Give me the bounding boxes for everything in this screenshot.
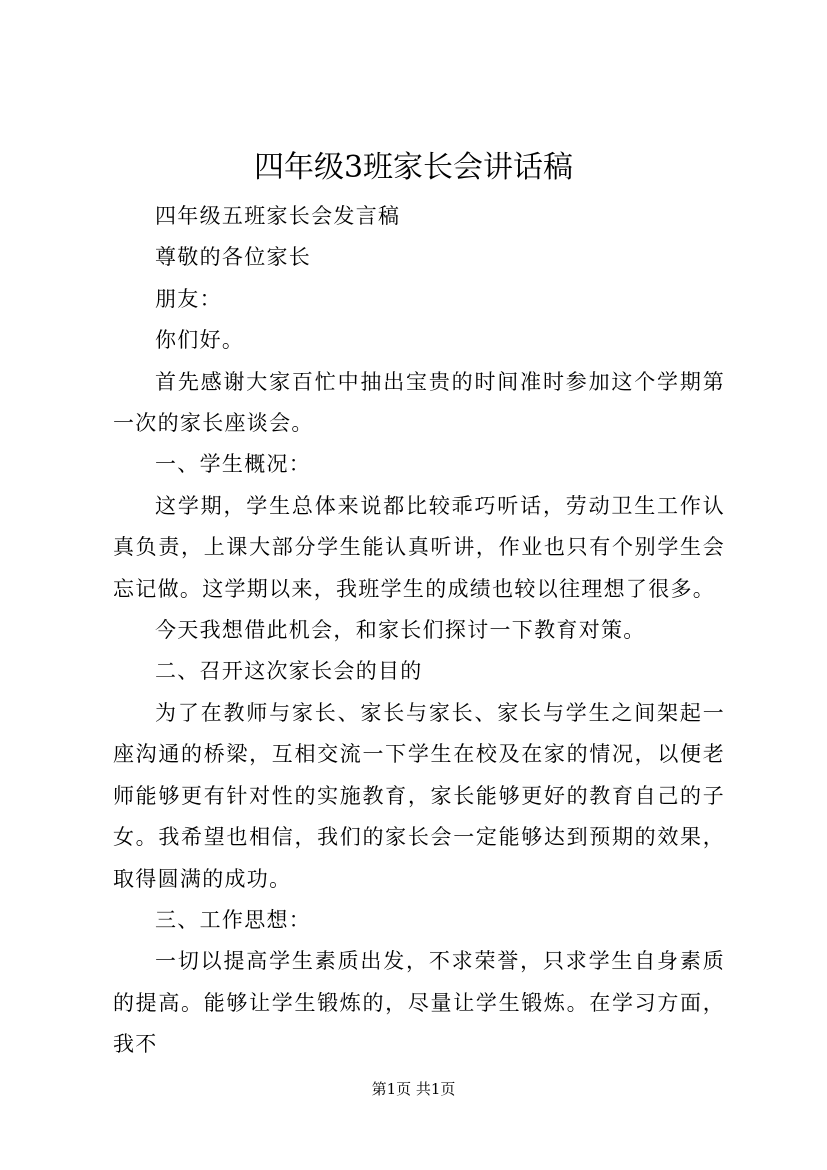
section-heading-overview: 一、学生概况： — [155, 452, 312, 477]
document-body — [113, 196, 725, 1066]
paragraph-approach: 一切以提高学生素质出发，不求荣誉，只求学生自身素质的提高。能够让学生锻炼的，尽量让学生锻炼。在学习方面，我不 — [113, 949, 725, 1057]
document-title: 四年级3班家长会讲话稿 — [253, 150, 574, 185]
paragraph-thanks: 首先感谢大家百忙中抽出宝贵的时间准时参加这个学期第一次的家长座谈会。 — [113, 369, 725, 436]
paragraph-subtitle: 四年级五班家长会发言稿 — [155, 204, 401, 228]
section-heading-purpose: 二、召开这次家长会的目的 — [155, 659, 423, 684]
page-footer: 第1页 共1页 — [371, 1080, 456, 1098]
paragraph-discussion: 今天我想借此机会，和家长们探讨一下教育对策。 — [155, 618, 646, 643]
section-heading-approach: 三、工作思想： — [155, 907, 312, 932]
paragraph-greeting: 你们好。 — [155, 328, 245, 353]
paragraph-overview: 这学期，学生总体来说都比较乖巧听话，劳动卫生工作认真负责，上课大部分学生能认真听讲，作业也只有个别学生会忘记做。这学期以来，我班学生的成绩也较以往理想了很多。 — [113, 493, 725, 601]
paragraph-salutation: 尊敬的各位家长 — [155, 245, 312, 270]
paragraph-purpose: 为了在教师与家长、家长与家长、家长与学生之间架起一座沟通的桥梁，互相交流一下学生在校及在家的情况，以便老师能够更有针对性的实施教育，家长能够更好的教育自己的子女。我希望也相信，我们的家长会一定能够达到预期的效果，取得圆满的成功。 — [113, 700, 725, 891]
paragraph-salutation-friends: 朋友： — [155, 286, 222, 311]
